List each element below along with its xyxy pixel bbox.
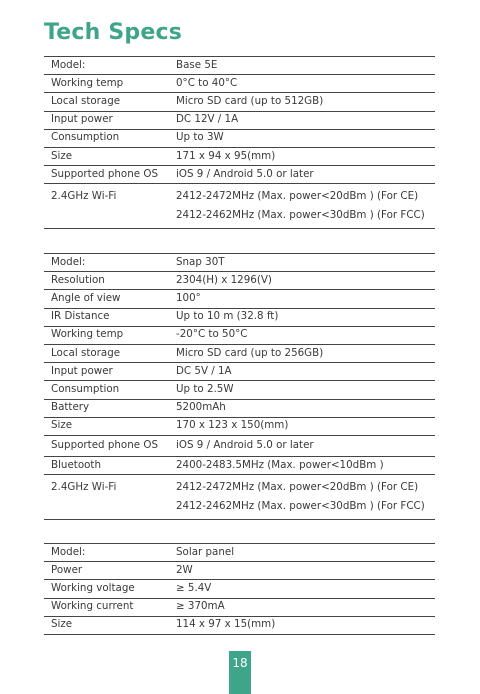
spec-label: Angle of view bbox=[44, 290, 169, 308]
spec-label: Input power bbox=[44, 363, 169, 381]
spec-label: Working current bbox=[44, 598, 169, 616]
spec-label: 2.4GHz Wi-Fi bbox=[51, 481, 117, 494]
spec-row bbox=[44, 344, 435, 362]
spec-row bbox=[44, 93, 435, 111]
page-title: Tech Specs bbox=[44, 20, 183, 45]
spec-value: ≥ 5.4V bbox=[169, 580, 435, 598]
spec-row bbox=[44, 326, 435, 344]
spec-row bbox=[44, 363, 435, 381]
spec-value: 2304(H) x 1296(V) bbox=[169, 272, 435, 290]
spec-row bbox=[44, 456, 435, 474]
spec-value: ≥ 370mA bbox=[169, 598, 435, 616]
spec-row bbox=[44, 308, 435, 326]
spec-label: Consumption bbox=[44, 381, 169, 399]
spec-value: 114 x 97 x 15(mm) bbox=[169, 616, 435, 634]
spec-label: Input power bbox=[44, 111, 169, 129]
spec-value: 171 x 94 x 95(mm) bbox=[169, 147, 435, 165]
spec-label: Consumption bbox=[44, 129, 169, 147]
spec-label: Supported phone OS bbox=[44, 435, 169, 456]
spec-row bbox=[44, 399, 435, 417]
spec-label: Size bbox=[44, 147, 169, 165]
spec-row bbox=[44, 290, 435, 308]
spec-value: Up to 2.5W bbox=[169, 381, 435, 399]
spec-row bbox=[44, 75, 435, 93]
spec-value: Micro SD card (up to 512GB) bbox=[169, 93, 435, 111]
camera-specs-table bbox=[44, 253, 435, 520]
spec-label: Model: bbox=[44, 544, 169, 562]
spec-label: Bluetooth bbox=[44, 456, 169, 474]
spec-value: 100° bbox=[169, 290, 435, 308]
spec-label: Size bbox=[44, 616, 169, 634]
spec-value: Up to 10 m (32.8 ft) bbox=[169, 308, 435, 326]
spec-value: Up to 3W bbox=[169, 129, 435, 147]
spec-value: 2W bbox=[169, 562, 435, 580]
spec-row bbox=[44, 417, 435, 435]
spec-row bbox=[44, 57, 435, 75]
spec-label: Local storage bbox=[44, 344, 169, 362]
spec-label: Size bbox=[44, 417, 169, 435]
spec-value: Snap 30T bbox=[169, 254, 435, 272]
spec-row bbox=[44, 111, 435, 129]
spec-value: 0°C to 40°C bbox=[169, 75, 435, 93]
spec-row bbox=[44, 616, 435, 634]
spec-label: Resolution bbox=[44, 272, 169, 290]
spec-row bbox=[44, 166, 435, 184]
spec-row bbox=[44, 562, 435, 580]
spec-row-wifi bbox=[44, 184, 435, 229]
spec-label: 2.4GHz Wi-Fi bbox=[51, 190, 117, 203]
spec-value: 5200mAh bbox=[169, 399, 435, 417]
spec-value: 2412-2462MHz (Max. power<30dBm ) (For FCC) bbox=[176, 209, 425, 222]
spec-row bbox=[44, 598, 435, 616]
spec-label: Battery bbox=[44, 399, 169, 417]
spec-row bbox=[44, 147, 435, 165]
spec-value: 2412-2472MHz (Max. power<20dBm ) (For CE) bbox=[176, 190, 419, 203]
spec-value: Base 5E bbox=[169, 57, 435, 75]
spec-label: Local storage bbox=[44, 93, 169, 111]
spec-label: Working voltage bbox=[44, 580, 169, 598]
spec-row bbox=[44, 381, 435, 399]
solar-specs-table bbox=[44, 543, 435, 635]
spec-row bbox=[44, 254, 435, 272]
spec-row bbox=[44, 435, 435, 456]
spec-label: Working temp bbox=[44, 75, 169, 93]
spec-label: Supported phone OS bbox=[44, 166, 169, 184]
spec-label: IR Distance bbox=[44, 308, 169, 326]
spec-label: Model: bbox=[44, 254, 169, 272]
spec-value: Micro SD card (up to 256GB) bbox=[169, 344, 435, 362]
spec-row-wifi bbox=[44, 475, 435, 520]
spec-row bbox=[44, 272, 435, 290]
page-number-tab: 18 bbox=[229, 651, 251, 694]
spec-row bbox=[44, 544, 435, 562]
spec-value: iOS 9 / Android 5.0 or later bbox=[169, 435, 435, 456]
spec-value: DC 5V / 1A bbox=[169, 363, 435, 381]
spec-row bbox=[44, 580, 435, 598]
spec-value: -20°C to 50°C bbox=[169, 326, 435, 344]
spec-value: iOS 9 / Android 5.0 or later bbox=[169, 166, 435, 184]
spec-row bbox=[44, 129, 435, 147]
spec-value: Solar panel bbox=[169, 544, 435, 562]
spec-value: 2412-2472MHz (Max. power<20dBm ) (For CE) bbox=[176, 481, 419, 494]
spec-value: 2412-2462MHz (Max. power<30dBm ) (For FCC) bbox=[176, 500, 425, 513]
spec-value: DC 12V / 1A bbox=[169, 111, 435, 129]
spec-label: Working temp bbox=[44, 326, 169, 344]
spec-value: 2400-2483.5MHz (Max. power<10dBm ) bbox=[169, 456, 435, 474]
spec-value: 170 x 123 x 150(mm) bbox=[169, 417, 435, 435]
base-specs-table bbox=[44, 56, 435, 229]
spec-label: Power bbox=[44, 562, 169, 580]
spec-label: Model: bbox=[44, 57, 169, 75]
